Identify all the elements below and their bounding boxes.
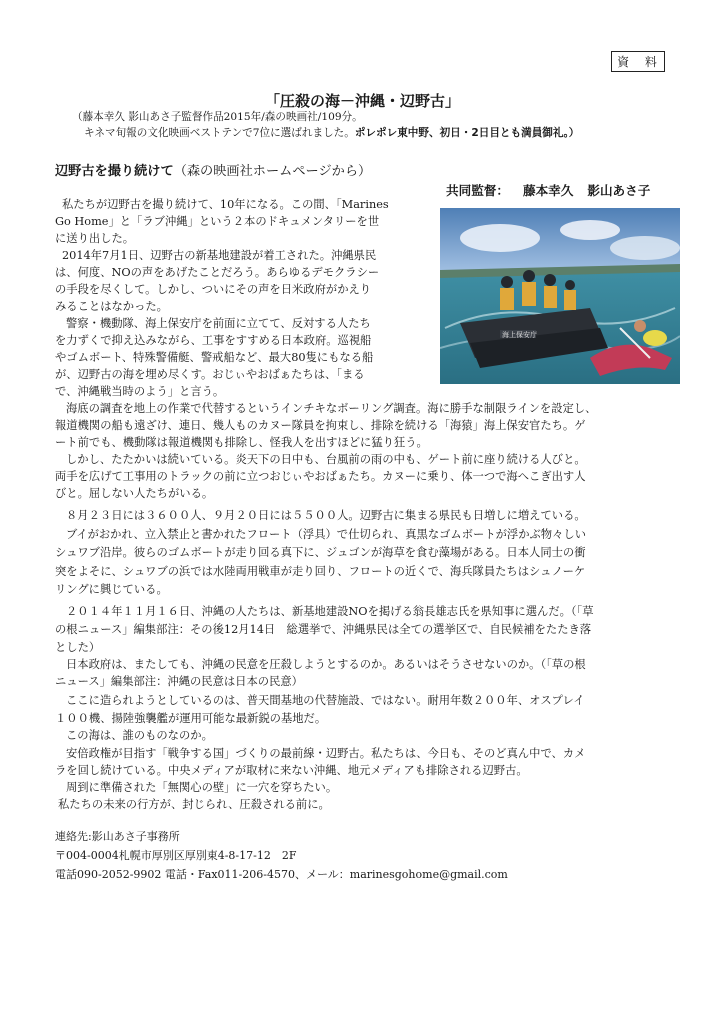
body-line: Go Home」と「ラブ沖縄」という２本のドキュメンタリーを世 (55, 215, 380, 228)
contact-address: 〒004-0004札幌市厚別区厚別東4-8-17-12 2F (55, 849, 297, 862)
sold-out-note: ポレポレ東中野、初日・2日目とも満員御礼。） (354, 127, 580, 139)
body-line: ８月２３日には３６００人、９月２０日には５５００人。辺野古に集まる県民も日増しに増えている。 (66, 509, 586, 522)
contact-office: 連絡先:影山あさ子事務所 (55, 830, 180, 843)
body-line: シュワブ沿岸。彼らのゴムボートが走り回る真下に、ジュゴンが海草を食む藻場がある。日本人同士の衝 (55, 546, 586, 559)
body-line: 私たちが辺野古を撮り続けて、10年になる。この間、「Marines (62, 198, 389, 211)
body-line: 突をよそに、シュワブの浜では水陸両用戦車が走り回り、フロートの近くで、海兵隊員たちはシュノーケ (55, 565, 586, 578)
section-heading (55, 160, 371, 179)
body-line: 報道機関の船も遠ざけ、連日、幾人ものカヌー隊員を拘束し、排除を続ける「海猿」海上保安官たち。ゲ (55, 419, 586, 432)
award-note: キネマ旬報の文化映画ベストテンで7位に選ばれました。 (84, 127, 355, 139)
body-line: みることはなかった。 (55, 300, 168, 313)
body-line: ラを回し続けている。中央メディアが取材に来ない沖縄、地元メディアも排除される辺野古。 (55, 764, 528, 777)
body-line: ニュース」編集部注：沖縄の民意は日本の民意） (55, 675, 303, 688)
section-heading-main: 辺野古を撮り続けて (55, 164, 174, 179)
body-line: が、辺野古の海を埋め尽くす。おじぃやおばぁたちは、「まる (55, 368, 365, 381)
body-line: で、沖縄戦当時のよう」と言う。 (55, 385, 225, 398)
body-line: 周到に準備された「無関心の壁」に一穴を穿ちたい。 (66, 781, 338, 794)
directors-label: 共同監督： (446, 183, 509, 198)
document-label: 資 料 (611, 51, 665, 72)
body-line: の根ニュース」編集部注：その後12月14日 総選挙で、沖縄県民は全ての選挙区で、自民候補をたたき落 (55, 623, 592, 636)
section-heading-source: （森の映画社ホームページから） (173, 164, 372, 179)
page-title: 「圧殺の海－沖縄・辺野古」 (264, 92, 460, 110)
body-line: ート前でも、機動隊は報道機関も排除し、怪我人を出すほどに猛り狂う。 (55, 436, 428, 449)
contact-phone-email: 電話090-2052-9902 電話・Fax011-206-4570、メール：marinesgohome@gmail.com (55, 868, 508, 881)
body-line: びと。屈しない人たちがいる。 (55, 487, 214, 500)
body-line: とした） (55, 641, 101, 654)
body-line: に送り出した。 (55, 232, 135, 245)
body-line: しかし、たたかいは続いている。炎天下の日中も、台風前の雨の中も、ゲート前に座り続ける人びと。 (66, 453, 586, 466)
director-name-2: 影山あさ子 (587, 183, 651, 198)
body-line: 警察・機動隊、海上保安庁を前面に立てて、反対する人たち (66, 317, 371, 330)
boat-marking: 海上保安庁 (502, 331, 537, 339)
body-line: リングに興じている。 (55, 583, 168, 596)
body-line: ２０１４年１１月１６日、沖縄の人たちは、新基地建設NOを掲げる翁長雄志氏を県知事に選んだ。（「草 (66, 605, 594, 618)
body-line: を力ずくで抑え込みながら、工事をすすめる日本政府。巡視船 (55, 334, 372, 347)
body-line: 安倍政権が目指す「戦争する国」づくりの最前線・辺野古。私たちは、今日も、そのど真ん中で、カメ (66, 747, 586, 760)
body-line: １００機、揚陸強襲艦が運用可能な最新鋭の基地だ。 (55, 712, 327, 725)
body-line: 両手を広げて工事用のトラックの前に立つおじぃやおばぁたち。カヌーに乗り、体一つで海へこぎ出す人 (55, 470, 586, 483)
body-line: は、何度、NOの声をあげたことだろう。あらゆるデモクラシー (55, 266, 380, 279)
body-line: 海底の調査を地上の作業で代替するというインチキなボーリング調査。海に勝手な制限ラインを設定し、 (66, 402, 597, 415)
body-line: この海は、誰のものなのか。 (66, 729, 213, 742)
body-line: ブイがおかれ、立入禁止と書かれたフロート（浮具）で仕切られ、真黒なゴムボートが浮かぶ物々しい (66, 528, 587, 541)
body-line: 2014年7月1日、辺野古の新基地建設が着工された。沖縄県民 (62, 249, 377, 262)
body-line: やゴムボート、特殊警備艇、警戒船など、最大80隻にもなる船 (55, 351, 374, 364)
film-credit-line-2 (84, 126, 579, 141)
body-line: 私たちの未来の行方が、封じられ、圧殺される前に。 (58, 798, 330, 811)
body-line: 日本政府は、またしても、沖縄の民意を圧殺しようとするのか。あるいはそうさせないのか。（「草の根 (66, 658, 586, 671)
director-name-1: 藤本幸久 (522, 183, 574, 198)
film-credit-line-1: （藤本幸久 影山あさ子監督作品2015年/森の映画社/109分。 (72, 111, 363, 123)
body-line: の手段を尽くして。しかし、ついにその声を日米政府がかえり (55, 283, 372, 296)
body-line: ここに造られようとしているのは、普天間基地の代替施設、ではない。耐用年数２００年、オスプレイ (66, 694, 585, 707)
